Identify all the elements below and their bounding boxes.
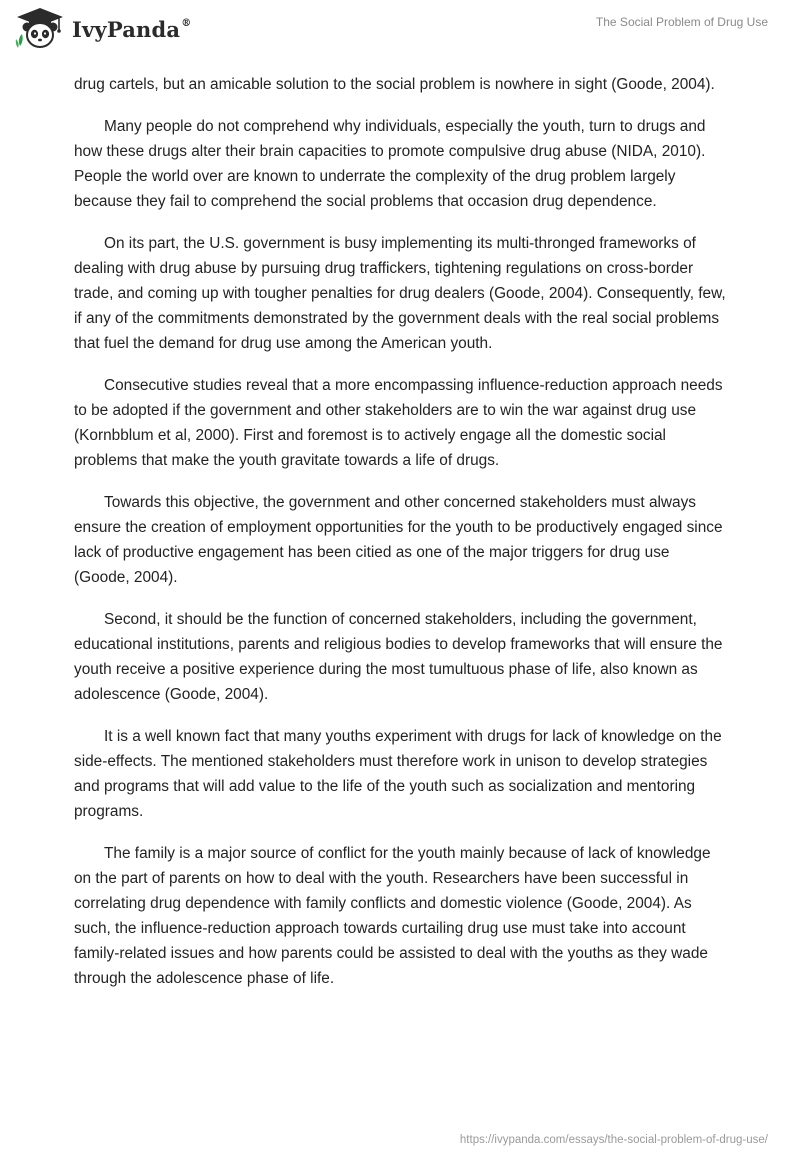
source-url[interactable]: https://ivypanda.com/essays/the-social-problem-of-drug-use/ [459,1134,768,1146]
panda-graduate-icon [14,6,66,50]
essay-body [74,72,726,1008]
paragraph: The family is a major source of conflict for the youth mainly because of lack of knowledge on the part of parents on how to deal with the youth. Researchers have been successful in correlating drug dependence with family conflicts and domestic violence (Goode, 2004). As such, the influence-reduction approach towards curtailing drug use must take into account family-related issues and how parents could be assisted to deal with the youths as they wade through the adolescence phase of life. [74,845,711,987]
registered-mark: ® [181,17,192,29]
paragraph: Towards this objective, the government and other concerned stakeholders must always ensure the creation of employment opportunities for the youth to be productively engaged since lack of productive engagement has been citied as one of the major triggers for drug use (Goode, 2004). [74,494,723,586]
paragraph: It is a well known fact that many youths experiment with drugs for lack of knowledge on the side-effects. The mentioned stakeholders must therefore work in unison to develop strategies and programs that will add value to the life of the youth such as socialization and mentoring programs. [74,728,722,820]
page-header [0,0,800,60]
paragraph: Consecutive studies reveal that a more encompassing influence-reduction approach needs to be adopted if the government and other stakeholders are to win the war against drug use (Kornbblum et al, 2000). First and foremost is to actively engage all the domestic social problems that make the youth gravitate towards a life of drugs. [74,377,723,469]
paragraph: Second, it should be the function of concerned stakeholders, including the government, educational institutions, parents and religious bodies to develop frameworks that will ensure the youth receive a positive experience during the most tumultuous phase of life, also known as adolescence (Goode, 2004). [74,611,723,703]
paragraph: On its part, the U.S. government is busy implementing its multi-thronged frameworks of dealing with drug abuse by pursuing drug traffickers, tightening regulations on cross-border trade, and coming up with tougher penalties for drug dealers (Goode, 2004). Consequently, few, if any of the commitments demonstrated by the government deals with the real social problems that fuel the demand for drug use among the American youth. [74,235,726,352]
ivypanda-logo[interactable] [14,6,191,50]
brand-name: IvyPanda® [72,16,192,42]
running-title: The Social Problem of Drug Use [595,15,768,29]
paragraph: Many people do not comprehend why individuals, especially the youth, turn to drugs and how these drugs alter their brain capacities to promote compulsive drug abuse (NIDA, 2010). People the world over are known to underrate the complexity of the drug problem largely because they fail to comprehend the social problems that occasion drug dependence. [74,118,706,210]
paragraph: drug cartels, but an amicable solution to the social problem is nowhere in sight (Goode, 2004). [74,76,715,93]
